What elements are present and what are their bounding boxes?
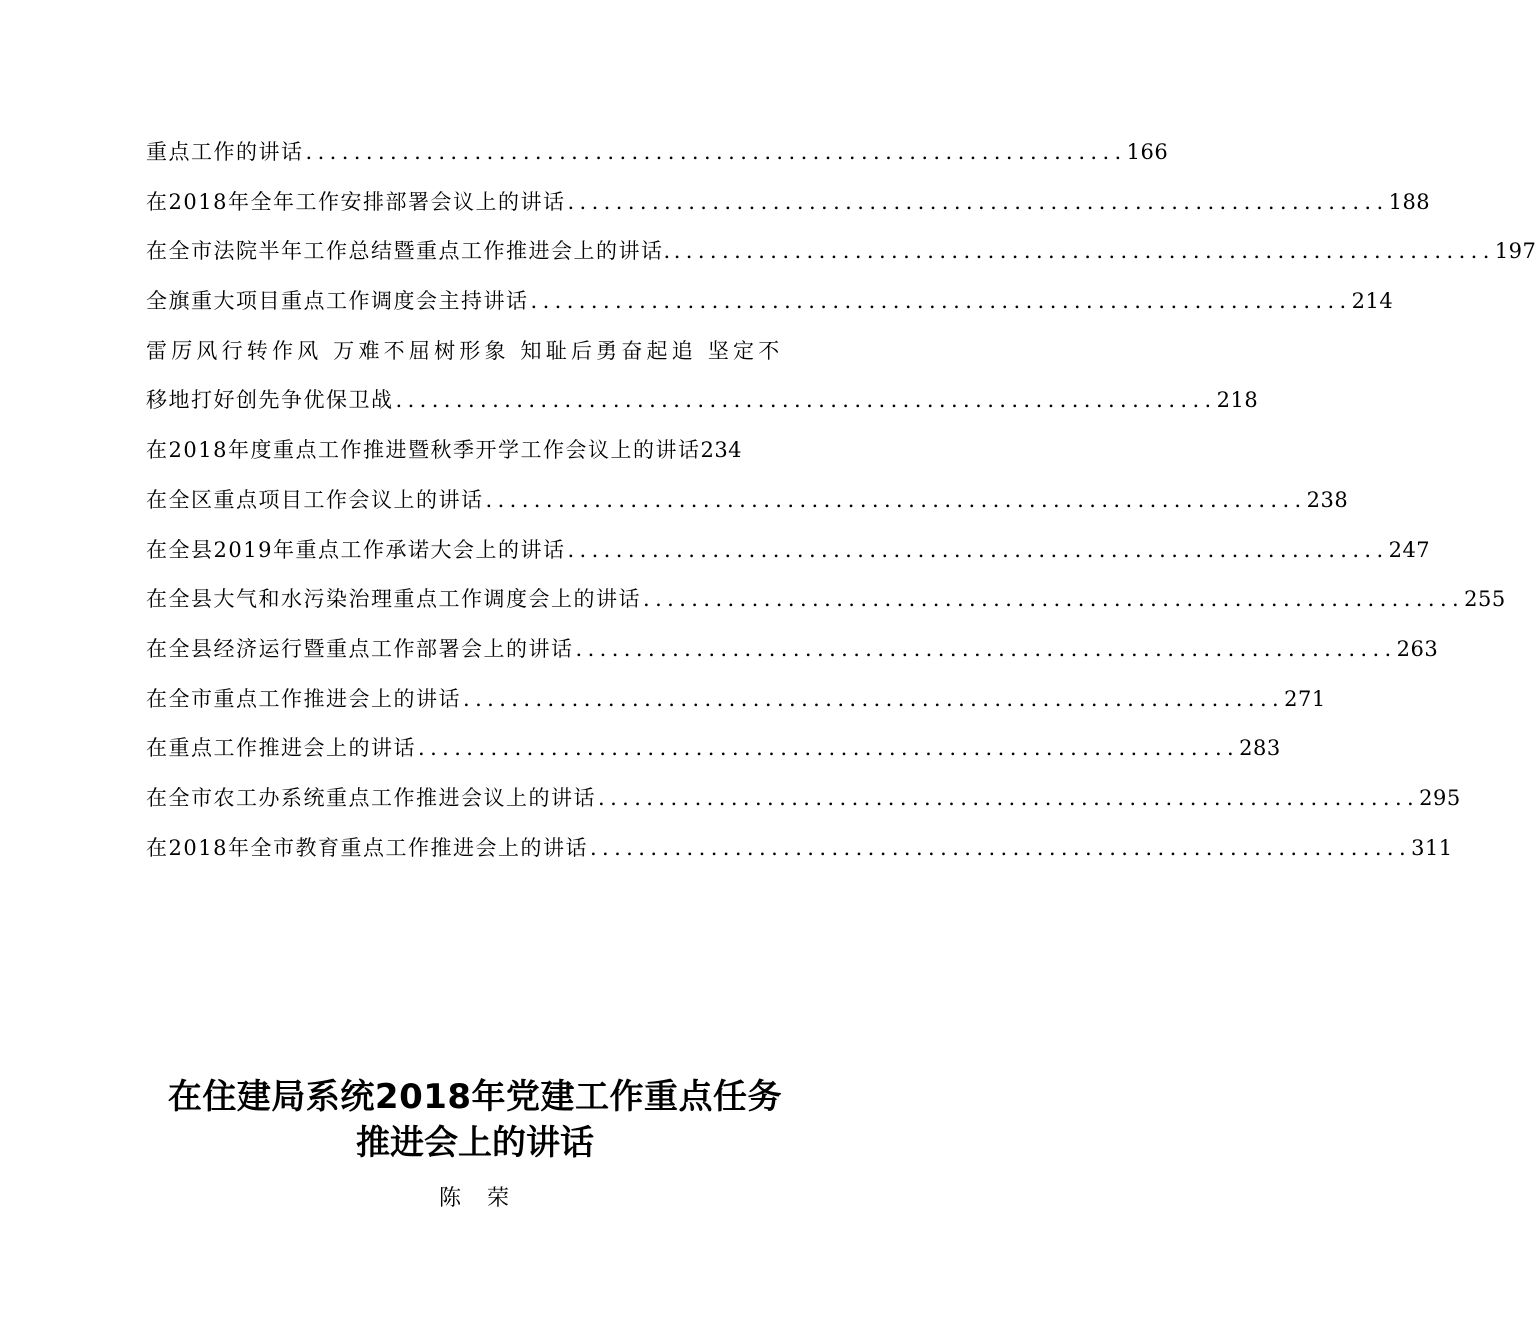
- toc-entry-title: 全旗重大项目重点工作调度会主持讲话: [146, 289, 529, 314]
- toc-entry-page: 214: [1351, 289, 1394, 314]
- toc-entry-page: 295: [1419, 785, 1461, 810]
- toc-entry[interactable]: [146, 827, 1453, 877]
- toc-entry[interactable]: [146, 628, 1439, 678]
- toc-entry-title: 重点工作的讲话: [146, 140, 304, 164]
- toc-leader-dots: ....................................................................: [418, 736, 1240, 761]
- toc-entry[interactable]: [146, 230, 1536, 280]
- toc-entry[interactable]: [146, 479, 1349, 529]
- toc-leader-dots: ....................................................................: [395, 388, 1217, 413]
- toc-entry-page: 238: [1306, 487, 1349, 512]
- toc-entry[interactable]: [146, 727, 1281, 777]
- toc-entry-page: 311: [1411, 835, 1453, 860]
- toc-entry[interactable]: [146, 280, 1394, 330]
- toc-entry[interactable]: [146, 181, 1431, 231]
- toc-leader-dots: ....................................................................: [598, 785, 1420, 810]
- toc-entry-title: 在2018年全年工作安排部署会议上的讲话: [146, 189, 566, 214]
- toc-entry-page: 255: [1464, 587, 1506, 612]
- toc-entry-title: 在全县大气和水污染治理重点工作调度会上的讲话: [146, 587, 641, 612]
- toc-entry-page: 283: [1239, 736, 1281, 761]
- toc-leader-dots: ....................................................................: [589, 835, 1412, 860]
- toc-leader-dots: ....................................................................: [643, 587, 1465, 612]
- toc-entry-title: 移地打好创先争优保卫战: [146, 388, 394, 413]
- toc-entry[interactable]: [146, 529, 1431, 579]
- toc-entry-title: 在全县经济运行暨重点工作部署会上的讲话: [146, 636, 574, 661]
- toc-entry-title: 在全市重点工作推进会上的讲话: [146, 686, 461, 711]
- toc-leader-dots: ....................................................................: [673, 239, 1495, 264]
- toc-entry-title: 在全县2019年重点工作承诺大会上的讲话: [146, 537, 566, 562]
- toc-leader-dots: ....................................................................: [567, 189, 1389, 214]
- toc-entry-page: 234: [700, 438, 743, 463]
- toc-leader-dots: ....................................................................: [567, 537, 1389, 562]
- toc-entry[interactable]: [146, 578, 1506, 628]
- toc-entry-title: 在2018年度重点工作推进暨秋季开学工作会议上的讲话: [146, 438, 701, 463]
- toc-entry-page: 247: [1388, 537, 1431, 562]
- toc-entry[interactable]: [146, 131, 1169, 181]
- toc-entry-title: 在全区重点项目工作会议上的讲话: [146, 487, 484, 512]
- toc-entry[interactable]: [146, 379, 1259, 429]
- toc-entry-title: 雷厉风行转作风 万难不屈树形象 知耻后勇奋起追 坚定不: [146, 338, 784, 363]
- table-of-contents: [146, 131, 1536, 876]
- toc-entry-title: 在全市法院半年工作总结暨重点工作推进会上的讲话.: [146, 239, 672, 264]
- article-title-line-2: 推进会上的讲话: [356, 1123, 594, 1163]
- article-author: 陈荣: [438, 1186, 535, 1211]
- toc-entry[interactable]: [146, 678, 1326, 728]
- toc-entry[interactable]: [146, 429, 806, 479]
- toc-entry-page: 263: [1396, 636, 1439, 661]
- article-title-line-1: 在住建局系统2018年党建工作重点任务: [167, 1077, 783, 1117]
- toc-leader-dots: ....................................................................: [463, 686, 1285, 711]
- toc-entry-page: 166: [1126, 140, 1169, 164]
- toc-leader-dots: ....................................................................: [305, 140, 1127, 164]
- toc-entry-page: 271: [1284, 686, 1326, 711]
- toc-entry[interactable]: [146, 777, 1461, 827]
- toc-leader-dots: ....................................................................: [575, 636, 1397, 661]
- toc-entry-title: 在重点工作推进会上的讲话: [146, 736, 416, 761]
- toc-leader-dots: ....................................................................: [485, 487, 1307, 512]
- toc-entry-page: 197: [1494, 239, 1536, 264]
- toc-entry-page: 188: [1388, 189, 1431, 214]
- toc-entry-page: 218: [1216, 388, 1259, 413]
- toc-entry[interactable]: [146, 330, 806, 380]
- toc-entry-title: 在2018年全市教育重点工作推进会上的讲话: [146, 835, 588, 860]
- toc-leader-dots: ....................................................................: [530, 289, 1352, 314]
- toc-entry-title: 在全市农工办系统重点工作推进会议上的讲话: [146, 785, 596, 810]
